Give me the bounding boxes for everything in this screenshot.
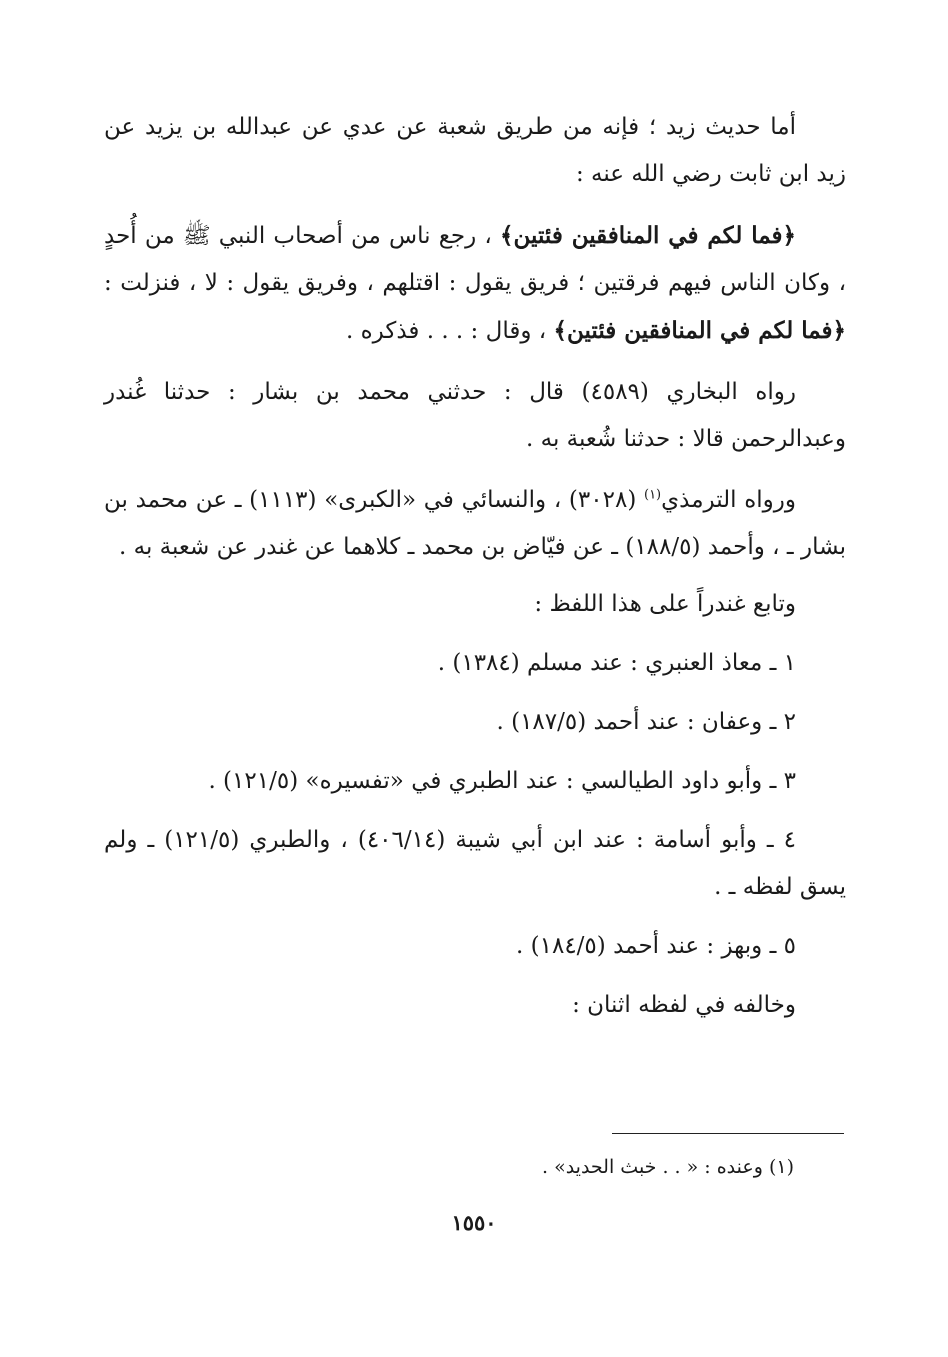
footnote: (١) وعنده : « . . خبث الحديد» .: [541, 1156, 794, 1178]
paragraph-followers-intro: وتابع غندراً على هذا اللفظ :: [534, 591, 796, 617]
body-text: [104, 104, 846, 1029]
paragraph-tirmidhi-start: ورواه الترمذي: [661, 487, 796, 513]
paragraph-zayd-hadith: أما حديث زيد ؛ فإنه من طريق شعبة عن عدي عن عبدالله بن يزيد عن زيد ابن ثابت رضي الله عنه :: [104, 114, 846, 187]
paragraph-verse-text: ، رجع ناس من أصحاب النبي ﷺ من أُحدٍ ، وكان الناس فيهم فرقتين ؛ فريق يقول : اقتلهم ، وفريق يقول : لا ، فنزلت :: [104, 223, 846, 296]
paragraph-contradiction-intro: وخالفه في لفظه اثنان :: [572, 992, 796, 1018]
quran-quote-repeat: ﴿فما لكم في المنافقين فئتين﴾: [553, 317, 846, 344]
list-item-1: ١ ـ معاذ العنبري : عند مسلم (١٣٨٤) .: [437, 650, 796, 676]
page-number: ١٥٥٠: [451, 1210, 497, 1235]
list-item-3: ٣ ـ وأبو داود الطيالسي : عند الطبري في «تفسيره» (١٢١/٥) .: [208, 768, 796, 794]
quran-quote: ﴿فما لكم في المنافقين فئتين﴾: [500, 222, 797, 249]
footnote-reference: (١): [643, 487, 662, 503]
paragraph-tirmidhi-rest: (٣٠٢٨) ، والنسائي في «الكبرى» (١١١٣) ـ عن محمد بن بشار ـ ، وأحمد (١٨٨/٥) ـ عن فيّاض بن محمد ـ كلاهما عن غندر عن شعبة به .: [104, 487, 846, 560]
list-item-2: ٢ ـ وعفان : عند أحمد (١٨٧/٥) .: [496, 709, 796, 735]
paragraph-tirmidhi: [104, 477, 846, 571]
list-item-4: ٤ ـ وأبو أسامة : عند ابن أبي شيبة (٤٠٦/١٤) ، والطبري (١٢١/٥) ـ ولم يسق لفظه ـ .: [104, 827, 846, 900]
paragraph-verse-tail: ، وقال : . . . فذكره .: [346, 318, 547, 344]
paragraph-bukhari: رواه البخاري (٤٥٨٩) قال : حدثني محمد بن بشار : حدثنا غُندر وعبدالرحمن قالا : حدثنا شُعبة به .: [104, 379, 846, 452]
paragraph-verse-context: [104, 212, 846, 355]
footnote-divider: [612, 1133, 844, 1134]
list-item-5: ٥ ـ وبهز : عند أحمد (١٨٤/٥) .: [516, 933, 796, 959]
